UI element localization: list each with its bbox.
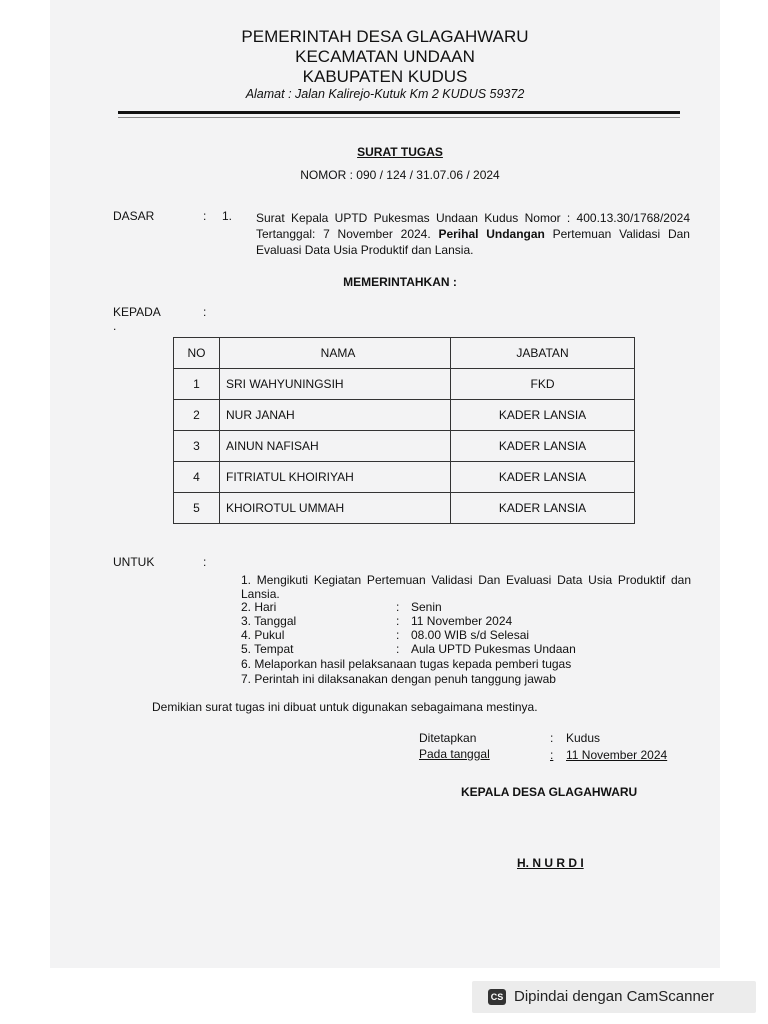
untuk-item-2-value: Senin (411, 600, 442, 614)
row-jabatan: FKD (451, 369, 635, 400)
kepada-dot: . (113, 319, 117, 333)
kepada-colon: : (203, 305, 207, 319)
untuk-label: UNTUK (113, 555, 155, 569)
camscanner-text: Dipindai dengan CamScanner (514, 988, 715, 1005)
untuk-item-5-label: 5. Tempat (241, 642, 294, 656)
header-rule-thin (118, 117, 680, 118)
kepada-label: KEPADA (113, 305, 161, 319)
dasar-label: DASAR (113, 209, 155, 223)
document-page (50, 0, 720, 968)
table-row (174, 431, 635, 462)
untuk-item-3-sep: : (396, 614, 400, 628)
camscanner-badge (472, 981, 756, 1013)
letter-title: SURAT TUGAS (357, 145, 443, 159)
pada-tanggal-sep: : (550, 748, 554, 762)
row-nama: SRI WAHYUNINGSIH (220, 369, 451, 400)
row-jabatan: KADER LANSIA (451, 431, 635, 462)
header-line-2: KECAMATAN UNDAAN (295, 47, 475, 66)
untuk-item-4-label: 4. Pukul (241, 628, 285, 642)
ditetapkan-label: Ditetapkan (419, 731, 477, 745)
camscanner-icon: CS (488, 989, 506, 1005)
row-jabatan: KADER LANSIA (451, 493, 635, 524)
pada-tanggal-label: Pada tanggal (419, 747, 490, 761)
dasar-text-bold: Perihal Undangan (438, 227, 545, 241)
row-no: 4 (174, 462, 220, 493)
header-address: Alamat : Jalan Kalirejo-Kutuk Km 2 KUDUS 59372 (245, 87, 525, 101)
untuk-item-4-value: 08.00 WIB s/d Selesai (411, 628, 530, 642)
untuk-item-2-label: 2. Hari (241, 600, 277, 614)
table-row (174, 462, 635, 493)
row-nama: NUR JANAH (220, 400, 451, 431)
row-nama: FITRIATUL KHOIRIYAH (220, 462, 451, 493)
untuk-item-3-value: 11 November 2024 (411, 614, 513, 628)
header-line-3: KABUPATEN KUDUS (302, 67, 468, 86)
row-no: 2 (174, 400, 220, 431)
header-rule-thick (118, 111, 680, 114)
table-row (174, 493, 635, 524)
table-row (174, 369, 635, 400)
table-row (174, 400, 635, 431)
dasar-text (256, 210, 690, 258)
untuk-item-7: 7. Perintah ini dilaksanakan dengan penuh tanggung jawab (241, 672, 556, 686)
untuk-item-4-sep: : (396, 628, 400, 642)
row-no: 5 (174, 493, 220, 524)
header-line-1: PEMERINTAH DESA GLAGAHWARU (241, 27, 529, 46)
letter-number: NOMOR : 090 / 124 / 31.07.06 / 2024 (300, 168, 500, 182)
untuk-item-3-label: 3. Tanggal (241, 614, 297, 628)
header-nama: NAMA (220, 338, 451, 369)
untuk-item-5-sep: : (396, 642, 400, 656)
signatory-title: KEPALA DESA GLAGAHWARU (461, 785, 638, 799)
table-header-row (174, 338, 635, 369)
row-nama: AINUN NAFISAH (220, 431, 451, 462)
closing-statement: Demikian surat tugas ini dibuat untuk digunakan sebagaimana mestinya. (152, 700, 538, 714)
dasar-number: 1. (222, 209, 233, 223)
row-nama: KHOIROTUL UMMAH (220, 493, 451, 524)
row-jabatan: KADER LANSIA (451, 462, 635, 493)
pada-tanggal-value: 11 November 2024 (566, 748, 668, 762)
dasar-colon: : (203, 209, 207, 223)
untuk-item-2-sep: : (396, 600, 400, 614)
untuk-item-5-value: Aula UPTD Pukesmas Undaan (411, 642, 576, 656)
untuk-item-6: 6. Melaporkan hasil pelaksanaan tugas kepada pemberi tugas (241, 657, 572, 671)
signatory-name: H. N U R D I (517, 856, 584, 870)
ditetapkan-sep: : (550, 731, 554, 745)
dasar-text-part2: Pertemuan Validasi Dan Evaluasi Data Usia Produktif dan Lansia. (256, 227, 690, 257)
memerintahkan-heading: MEMERINTAHKAN : (343, 275, 457, 289)
header-no: NO (174, 338, 220, 369)
dasar-text-part1: Surat Kepala UPTD Pukesmas Undaan Kudus Nomor : 400.13.30/1768/2024 Tertanggal: 7 November 2024. (256, 211, 690, 241)
header-jabatan: JABATAN (451, 338, 635, 369)
row-no: 1 (174, 369, 220, 400)
row-jabatan: KADER LANSIA (451, 400, 635, 431)
row-no: 3 (174, 431, 220, 462)
ditetapkan-value: Kudus (566, 731, 601, 745)
members-table (173, 337, 635, 524)
untuk-colon: : (203, 555, 207, 569)
untuk-item-1: 1. Mengikuti Kegiatan Pertemuan Validasi Dan Evaluasi Data Usia Produktif dan Lansia. (241, 573, 691, 601)
